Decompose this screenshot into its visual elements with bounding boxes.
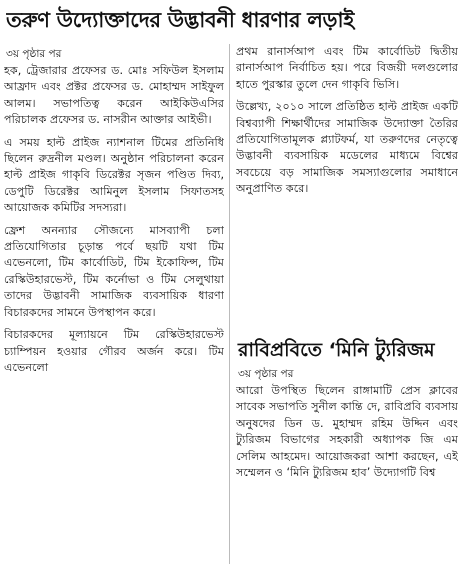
paragraph: এ সময় হাল্ট প্রাইজ ন্যাশনাল টিমের প্রতিনিধি ছিলেন রুদ্রনীল মণ্ডল। অনুষ্ঠান পরিচালনা করেন হাল্ট প্রাইজ গাকৃবি ডিরেক্টর সৃজন পণ্ডিত দিব্য, ডেপুটি ডিরেক্টর আমিনুল ইসলাম সিফাতসহ আয়োজক কমিটির সদস্যরা। [4, 135, 224, 215]
jump-label: ৩য় পৃষ্ঠার পর [238, 368, 294, 380]
paragraph: ফ্রেশ অনন্যার সৌজন্যে মাসব্যাপী চলা প্রতিযোগিতার চূড়ান্ত পর্বে ছয়টি যথা টিম এভেনলো, টিম কার্বোডিট, টিম ইকোফিন্স, টিম রেস্কিউহারভেস্ট, টিম কর্নোভা ও টিম সেলুথায়া তাদের উদ্ভাবনী সামাজিক ব্যবসায়িক ধারণা বিচারকদের সামনে উপস্থাপন করে। [4, 223, 224, 319]
paragraph: উল্লেখ্য, ২০১০ সালে প্রতিষ্ঠিত হাল্ট প্রাইজ একটি বিশ্বব্যাপী শিক্ষার্থীদের সামাজিক উদ্যোক্তা তৈরির প্রতিযোগিতামূলক প্ল্যাটফর্ম, যা তরুণদের নেতৃত্বে উদ্ভাবনী ব্যবসায়িক মডেলের মাধ্যমে বিশ্বের সবচেয়ে বড় সামাজিক সমস্যাগুলোর সমাধানে অনুপ্রাণিত করে। [236, 100, 458, 196]
second-article [236, 336, 458, 569]
jump-label: ৩য় পৃষ্ঠার পর [6, 48, 62, 60]
paragraph: প্রথম রানার্সআপ এবং টিম কার্বোডিট দ্বিতীয় রানার্সআপ নির্বাচিত হয়। পরে বিজয়ী দলগুলোর হাতে পুরস্কার তুলে দেন গাকৃবি ভিসি। [236, 45, 458, 91]
second-article-headline: রাবিপ্রবিতে ‘মিনি ট্যুরিজম [238, 339, 435, 361]
paragraph: হক, ট্রেজারার প্রফেসর ড. মোঃ সফিউল ইসলাম আফ্রাদ এবং প্রক্টর প্রফেসর ড. মোহাম্মদ সাইফুল আলম। সভাপতিত্ব করেন আইকিউএসির পরিচালক প্রফেসর ড. নাসরীন আক্তার আইভী। [4, 64, 224, 127]
paragraph: আরো উপস্থিত ছিলেন রাঙ্গামাটি প্রেস ক্লাবের সাবেক সভাপতি সুনীল কান্তি দে, রাবিপ্রবি ব্যবসায় অনুষদের ডিন ড. মুহাম্মদ রহিম উদ্দিন এবং ট্যুরিজম বিভাগের সহকারী অধ্যাপক জি এম সেলিম আহমেদ। আয়োজকরা আশা করছেন, এই সম্মেলন ও ‘মিনি ট্যুরিজম হাব’ উদ্যোগটি বিশ্ব [236, 384, 458, 480]
paragraph: বিচারকদের মূল্যায়নে টিম রেস্কিউহারভেস্ট চ্যাম্পিয়ন হওয়ার গৌরব অর্জন করে। টিম এভেনলো [4, 328, 224, 374]
main-article-right-column [236, 44, 458, 312]
main-article-left-column [4, 44, 224, 569]
column-divider [229, 44, 230, 564]
article-headline: তরুণ উদ্যোক্তাদের উদ্ভাবনী ধারণার লড়াই [6, 8, 354, 32]
